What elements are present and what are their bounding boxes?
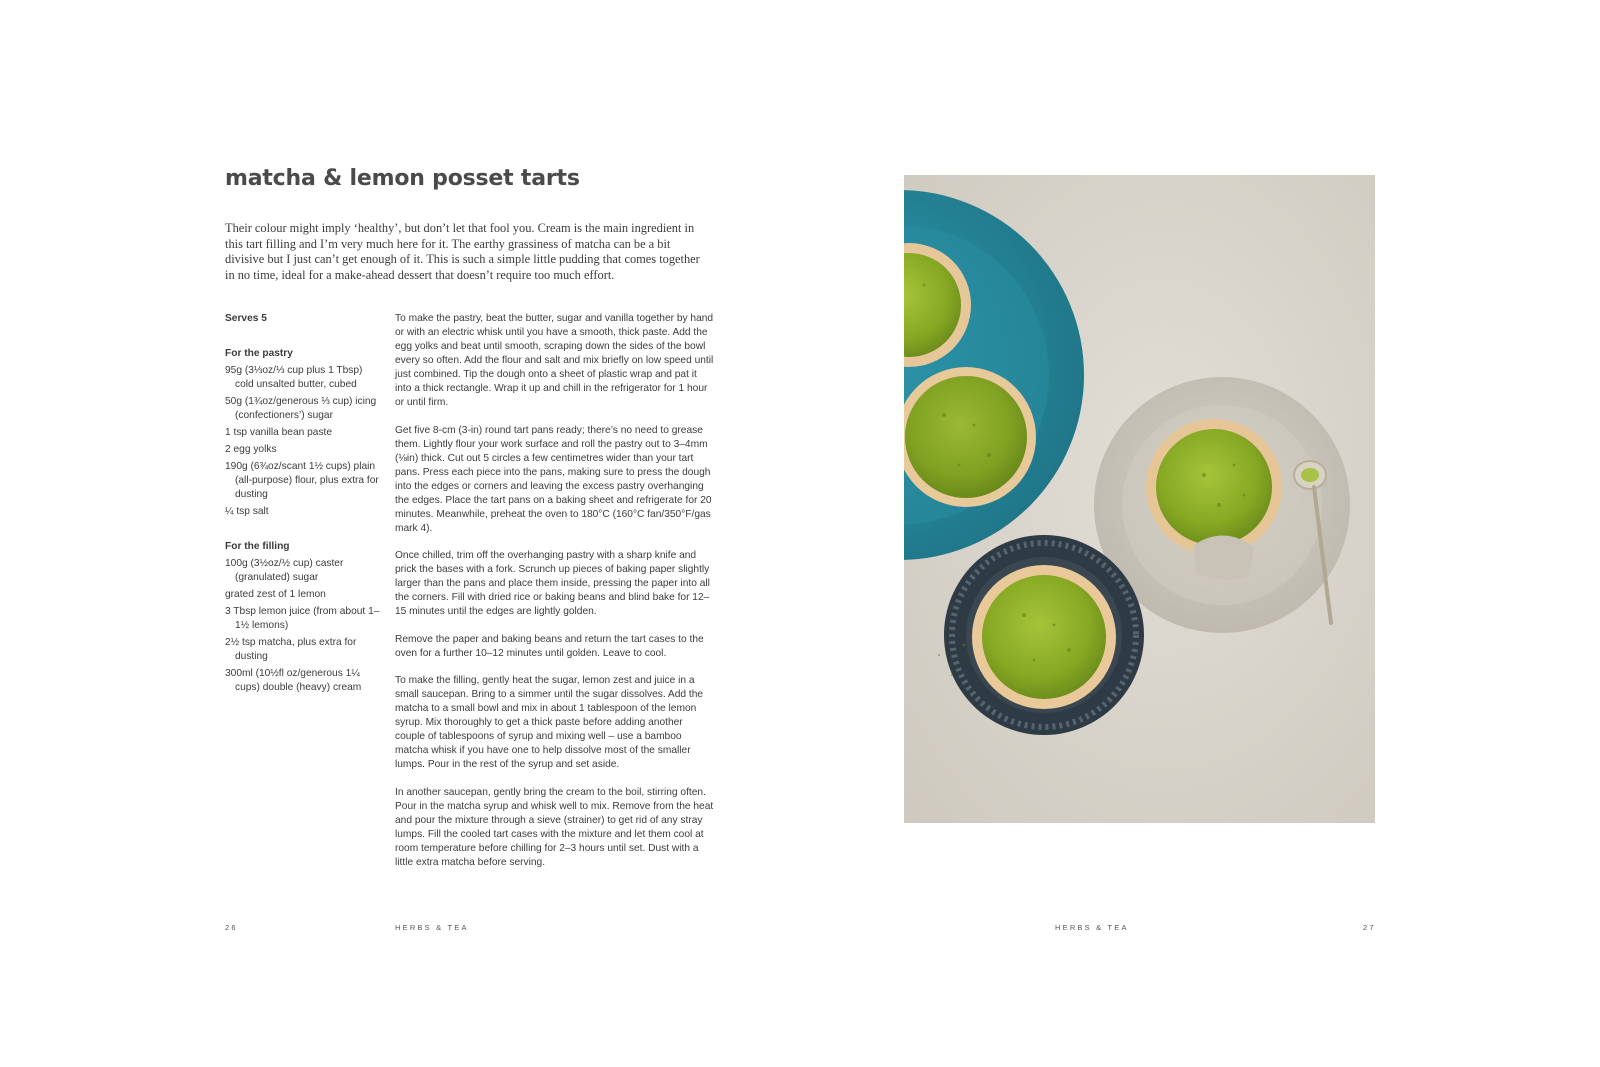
ingredient-item: 2 egg yolks [225,444,277,455]
ingredient-item: 300ml (10½fl oz/generous 1¼ cups) double (heavy) cream [225,668,362,693]
serves-label: Serves 5 [225,313,267,324]
filling-heading: For the filling [225,541,290,552]
ingredient-item: 100g (3½oz/½ cup) caster (granulated) sugar [225,558,344,583]
tart-on-dark-plate [972,565,1116,709]
pastry-ingredient-list [225,364,380,519]
ingredient-item: 3 Tbsp lemon juice (from about 1–1½ lemons) [225,606,380,631]
method-paragraph: To make the pastry, beat the butter, sugar and vanilla together by hand or with an electric whisk until you have a smooth, thick paste. Add the egg yolks and beat until smooth, scraping down the sides of the bowl every so often. Add the flour and salt and mix briefly on low speed until just combined. Tip the dough onto a sheet of plastic wrap and pat it into a thick rectangle. Wrap it up and chill in the refrigerator for 1 hour or until firm. [395,313,714,408]
ingredient-item: 95g (3⅓oz/⅓ cup plus 1 Tbsp) cold unsalted butter, cubed [225,365,363,390]
recipe-intro: Their colour might imply ‘healthy’, but don’t let that fool you. Cream is the main ingredient in this tart filling and I’m very much here for it. The earthy grassiness of matcha can be a bit divisive but I just can’t get enough of it. This is such a simple little pudding that comes together in no time, ideal for a make-ahead dessert that doesn’t require too much effort. [225,221,700,282]
method-paragraph: Remove the paper and baking beans and return the tart cases to the oven for a further 10–12 minutes until golden. Leave to cool. [395,633,704,659]
method-paragraph: In another saucepan, gently bring the cream to the boil, stirring often. Pour in the matcha syrup and whisk well to mix. Remove from the heat and pour the mixture through a sieve (strainer) to get rid of any stray lumps. Fill the cooled tart cases with the mixture and let them cool at room temperature before chilling for 2–3 hours until set. Dust with a little extra matcha before serving. [395,786,714,868]
filling-ingredient-list [225,557,380,695]
tart-photo [904,175,1375,823]
ingredient-item: grated zest of 1 lemon [225,589,326,600]
method-paragraph: Once chilled, trim off the overhanging pastry with a sharp knife and prick the bases with a fork. Scrunch up pieces of baking paper slightly larger than the pans and place them inside, pressing the paper into all the corners. Fill with dried rice or baking beans and blind bake for 12–15 minutes until the edges are lightly golden. [395,550,710,617]
ingredients-column [225,312,380,716]
method-paragraph: To make the filling, gently heat the sugar, lemon zest and juice in a small saucepan. Bring to a simmer until the sugar dissolves. Add the matcha to a small bowl and mix in about 1 tablespoon of the lemon syrup. Mix thoroughly to get a thick paste before adding another couple of tablespoons of syrup and mixing well – use a bamboo matcha whisk if you have one to help dissolve most of the smaller lumps. Pour in the rest of the syrup and set aside. [395,675,704,770]
method-column [395,312,715,883]
ingredient-item: 2½ tsp matcha, plus extra for dusting [225,637,357,662]
running-head-left: HERBS & TEA [395,923,469,932]
method-paragraph: Get five 8-cm (3-in) round tart pans ready; there’s no need to grease them. Lightly flour your work surface and roll the pastry out to 3–4mm (⅛in) thick. Cut out 5 circles a few centimetres wider than your tart pans. Press each piece into the pans, making sure to press the dough into the edges or corners and leaving the excess pastry overhanging the edges. Place the tart pans on a baking sheet and refrigerate for 20 minutes. Meanwhile, preheat the oven to 180°C (160°C fan/350°F/gas mark 4). [395,424,712,534]
ingredient-item: 50g (1¾oz/generous ⅓ cup) icing (confectioners’) sugar [225,396,377,421]
ingredient-item: 190g (6¾oz/scant 1½ cups) plain (all-purpose) flour, plus extra for dusting [225,461,379,500]
pastry-heading: For the pastry [225,348,293,359]
ingredient-item: ¼ tsp salt [225,506,269,517]
ingredient-item: 1 tsp vanilla bean paste [225,427,333,438]
page-number-right: 27 [1363,923,1376,932]
recipe-title: matcha & lemon posset tarts [225,166,580,191]
page-number-left: 26 [225,923,238,932]
running-head-right: HERBS & TEA [1055,923,1129,932]
